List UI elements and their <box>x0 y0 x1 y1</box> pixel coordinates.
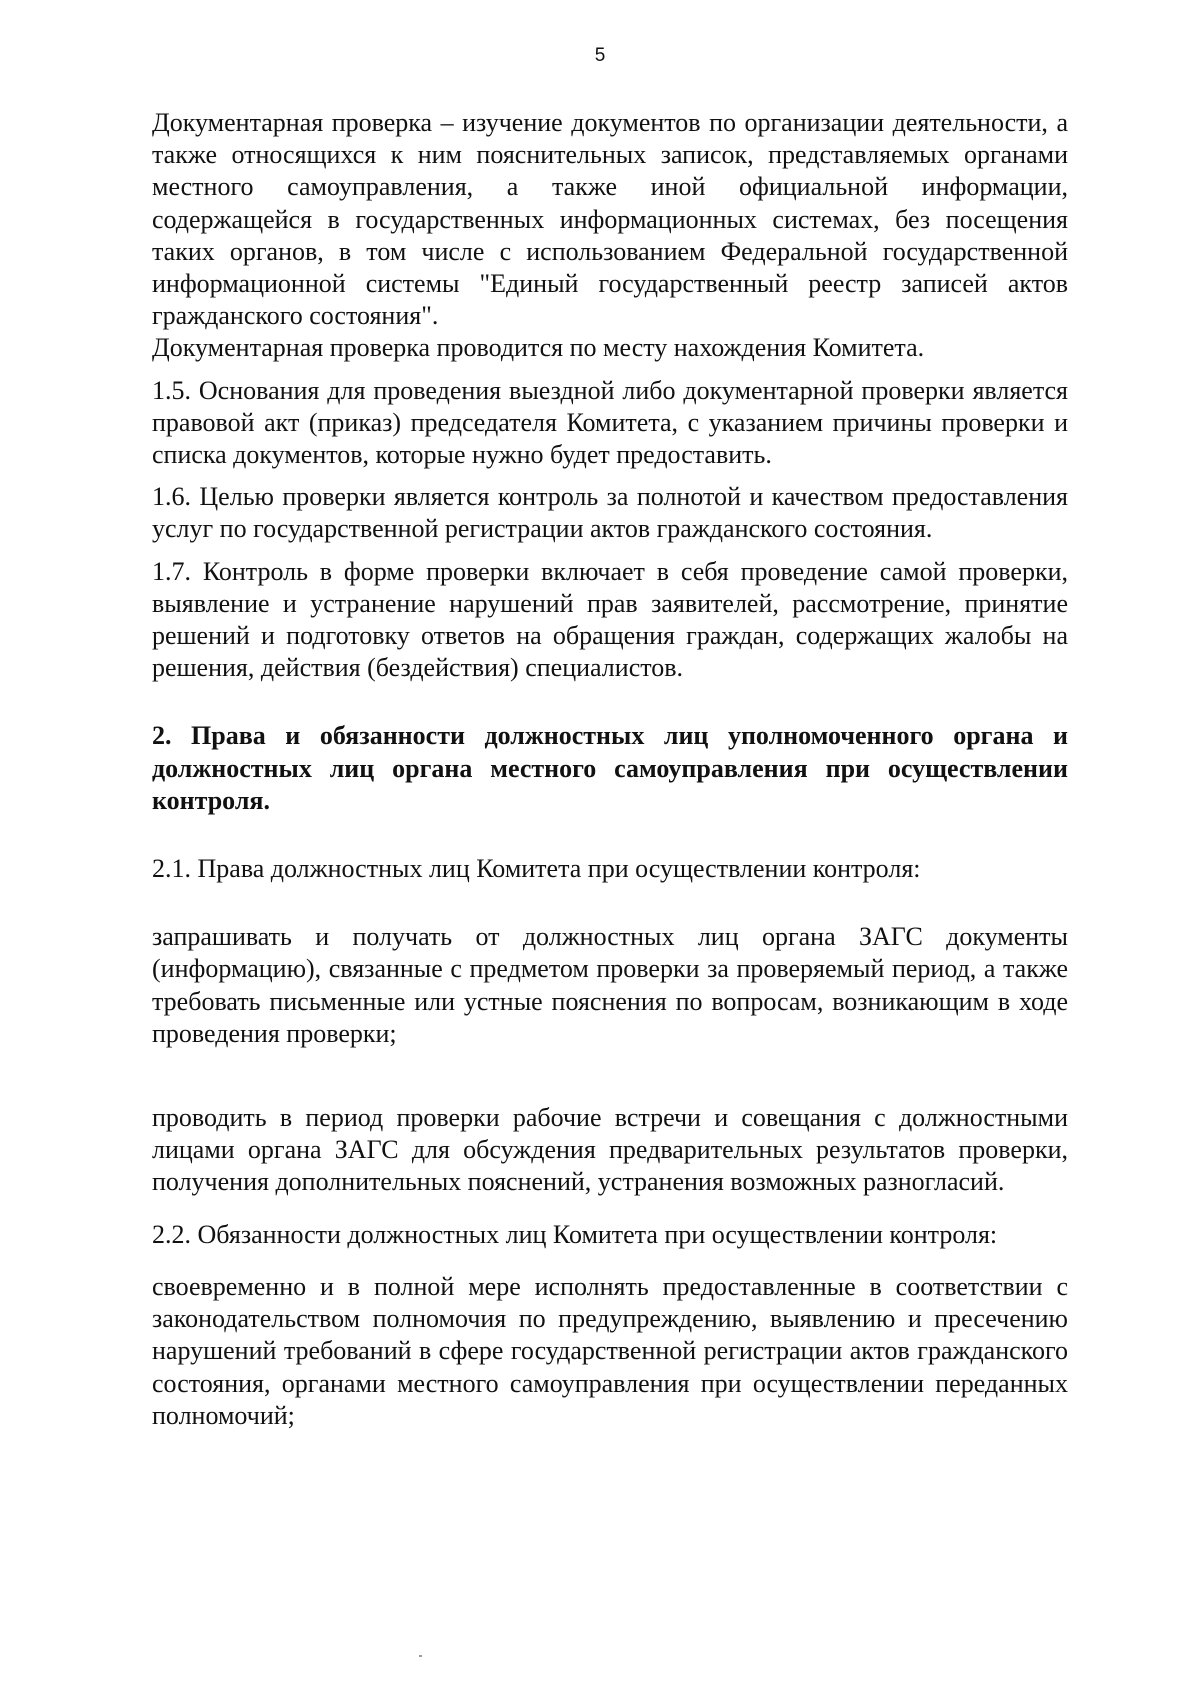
document-body <box>152 107 1068 1432</box>
list-item-hold-meetings: проводить в период проверки рабочие встречи и совещания с должностными лицами органа ЗАГС для обсуждения предварительных результатов проверки, получения дополнительных пояснений, устранения возможных разногласий. <box>152 1103 1068 1197</box>
paragraph-1-5: 1.5. Основания для проведения выездной либо документарной проверки является правовой акт (приказ) председателя Комитета, с указанием причины проверки и списка документов, которые нужно будет предоставить. <box>152 375 1068 470</box>
paragraph-documentary-check-definition: Документарная проверка – изучение документов по организации деятельности, а также относящихся к ним пояснительных записок, представляемых органами местного самоуправления, а также иной официальной информации, содержащейся в государственных информационных системах, без посещения таких органов, в том числе с использованием Федеральной государственной информационной системы "Единый государственный реестр записей актов гражданского состояния". <box>152 108 1068 331</box>
list-item-request-documents: запрашивать и получать от должностных лиц органа ЗАГС документы (информацию), связанные с предметом проверки за проверяемый период, а также требовать письменные или устные пояснения по вопросам, возникающим в ходе проведения проверки; <box>152 922 1068 1048</box>
list-item-exercise-powers: своевременно и в полной мере исполнять предоставленные в соответствии с законодательством полномочия по предупреждению, выявлению и пресечению нарушений требований в сфере государственной регистрации актов гражданского состояния, органами местного самоуправления при осуществлении переданных полномочий; <box>152 1271 1068 1430</box>
page-number: 5 <box>594 45 606 66</box>
paragraph-1-6: 1.6. Целью проверки является контроль за полнотой и качеством предоставления услуг по государственной регистрации актов гражданского состояния. <box>152 482 1068 544</box>
scan-speck <box>419 1655 422 1657</box>
paragraph-documentary-check-location: Документарная проверка проводится по месту нахождения Комитета. <box>152 333 925 363</box>
section-heading-2: 2. Права и обязанности должностных лиц уполномоченного органа и должностных лиц органа местного самоуправления при осуществлении контроля. <box>152 721 1068 815</box>
paragraph-2-2: 2.2. Обязанности должностных лиц Комитета при осуществлении контроля: <box>152 1219 998 1249</box>
paragraph-1-7: 1.7. Контроль в форме проверки включает в себя проведение самой проверки, выявление и устранение нарушений прав заявителей, рассмотрение, принятие решений и подготовку ответов на обращения граждан, содержащих жалобы на решения, действия (бездействия) специалистов. <box>152 556 1068 683</box>
paragraph-2-1: 2.1. Права должностных лиц Комитета при осуществлении контроля: <box>152 854 921 884</box>
